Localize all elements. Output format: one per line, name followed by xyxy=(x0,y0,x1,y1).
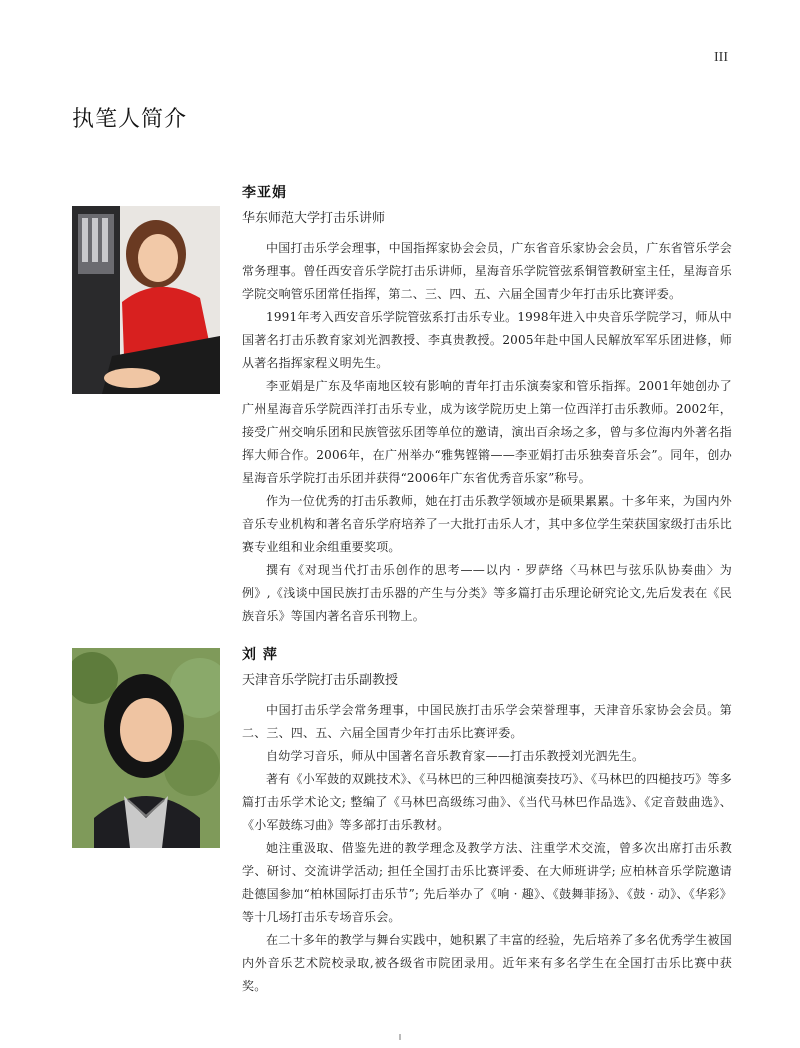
page-number: III xyxy=(714,50,728,65)
bio-paragraph: 她注重汲取、借鉴先进的教学理念及教学方法、注重学术交流，曾多次出席打击乐教学、研讨、交流讲学活动; 担任全国打击乐比赛评委、在大师班讲学; 应柏林音乐学院邀请赴德国参加“柏林国际打击乐节”; 先后举办了《响 · 趣》、《鼓舞菲扬》、《鼓 · 动》、《华彩》等十几场打击乐专场音乐会。 xyxy=(242,841,732,924)
bio-section-liu-ping xyxy=(72,644,732,998)
page-title: 执笔人简介 xyxy=(72,107,188,132)
portrait-photo xyxy=(72,648,220,848)
bio-paragraph: 作为一位优秀的打击乐教师，她在打击乐教学领域亦是硕果累累。十多年来，为国内外音乐专业机构和著名音乐学府培养了一大批打击乐人才，其中多位学生荣获国家级打击乐比赛专业组和业余组重要奖项。 xyxy=(242,494,732,554)
bio-paragraph: 李亚娟是广东及华南地区较有影响的青年打击乐演奏家和管乐指挥。2001年她创办了广州星海音乐学院西洋打击乐专业，成为该学院历史上第一位西洋打击乐教师。2002年，接受广州交响乐团和民族管弦乐团等单位的邀请，演出百余场之多，曾与多位海内外著名指挥大师合作。2006年，在广州举办“雅隽铿锵——李亚娟打击乐独奏音乐会”。同年，创办星海音乐学院打击乐团并获得“2006年广东省优秀音乐家”称号。 xyxy=(242,379,732,485)
bio-name: 李亚娟 xyxy=(242,185,287,201)
portrait-woman-red-shirt-image xyxy=(72,206,220,394)
bio-text xyxy=(242,644,732,998)
bio-paragraph: 在二十多年的教学与舞台实践中，她积累了丰富的经验，先后培养了多名优秀学生被国内外音乐艺术院校录取,被各级省市院团录用。近年来有多名学生在全国打击乐比赛中获奖。 xyxy=(242,933,732,993)
bio-section-li-yajuan xyxy=(72,182,732,628)
bio-paragraph: 1991年考入西安音乐学院管弦系打击乐专业。1998年进入中央音乐学院学习，师从中国著名打击乐教育家刘光泗教授、李真贵教授。2005年赴中国人民解放军军乐团进修，师从著名指挥家程义明先生。 xyxy=(242,310,732,370)
bio-position: 华东师范大学打击乐讲师 xyxy=(242,211,386,226)
bio-paragraph: 自幼学习音乐，师从中国著名音乐教育家——打击乐教授刘光泗先生。 xyxy=(266,749,645,763)
bio-paragraph: 中国打击乐学会常务理事，中国民族打击乐学会荣誉理事，天津音乐家协会会员。第二、三、四、五、六届全国青少年打击乐比赛评委。 xyxy=(242,703,732,740)
bio-text xyxy=(242,182,732,628)
page-footer-mark xyxy=(399,1034,401,1040)
bio-paragraph: 撰有《对现当代打击乐创作的思考——以内 · 罗萨络〈马林巴与弦乐队协奏曲〉为例》,《浅谈中国民族打击乐器的产生与分类》等多篇打击乐理论研究论文,先后发表在《民族音乐》等国内著名音乐刊物上。 xyxy=(242,563,732,623)
portrait-woman-outdoor-image xyxy=(72,648,220,848)
portrait-photo xyxy=(72,206,220,394)
bio-name: 刘 萍 xyxy=(242,647,278,663)
bio-position: 天津音乐学院打击乐副教授 xyxy=(242,673,399,688)
bio-paragraph: 中国打击乐学会理事，中国指挥家协会会员，广东省音乐家协会会员，广东省管乐学会常务理事。曾任西安音乐学院打击乐讲师，星海音乐学院管弦系铜管教研室主任，星海音乐学院交响管乐团常任指挥，第二、三、四、五、六届全国青少年打击乐比赛评委。 xyxy=(242,241,732,301)
bio-paragraph: 著有《小军鼓的双跳技术》、《马林巴的三种四槌演奏技巧》、《马林巴的四槌技巧》等多篇打击乐学术论文; 整编了《马林巴高级练习曲》、《当代马林巴作品选》、《定音鼓曲选》、《小军鼓练习曲》等多部打击乐教材。 xyxy=(242,772,732,832)
